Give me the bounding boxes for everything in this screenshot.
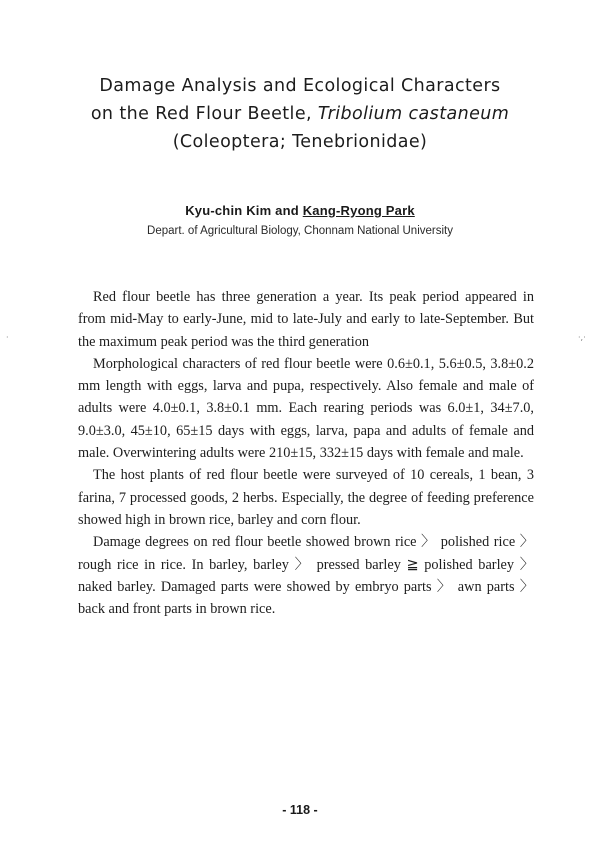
author-second: Kang-Ryong Park	[302, 203, 415, 218]
title-line-2	[0, 100, 600, 128]
title-line-3: (Coleoptera; Tenebrionidae)	[172, 132, 428, 152]
abstract-paragraph-3: The host plants of red flour beetle were surveyed of 10 cereals, 1 bean, 3 farina, 7 processed goods, 2 herbs. Especially, the degree of feeding preference showed high in brown rice, barley and corn flour.	[78, 467, 534, 528]
scan-mark-left: ·	[6, 333, 9, 342]
title-line-1: Damage Analysis and Ecological Characters	[99, 76, 501, 96]
page-number: - 118 -	[282, 803, 318, 817]
scan-mark-right: ·,·	[578, 333, 586, 342]
species-name: Tribolium castaneum	[317, 104, 510, 124]
abstract-body	[78, 286, 534, 620]
abstract-paragraph-2: Morphological characters of red flour beetle were 0.6±0.1, 5.6±0.5, 3.8±0.2 mm length with eggs, larva and pupa, respectively. Also female and male of adults were 4.0±0.1, 3.8±0.1 mm. Each rearing periods was 6.0±1, 34±7.0, 9.0±3.0, 45±10, 65±15 days with eggs, larva, papa and adults of female and male. Overwintering adults were 210±15, 332±15 days with female and male.	[78, 355, 534, 462]
abstract-paragraph-1: Red flour beetle has three generation a year. Its peak period appeared in from mid-May to early-June, mid to late-July and early to late-September. But the maximum peak period was the third generation	[78, 289, 534, 350]
author-line	[0, 203, 600, 218]
paper-title	[0, 72, 600, 156]
author-conjunction: and	[271, 203, 303, 218]
author-first: Kyu-chin Kim	[185, 203, 272, 218]
title-line-2-prefix: on the Red Flour Beetle,	[90, 104, 318, 124]
abstract-paragraph-4: Damage degrees on red flour beetle showed brown rice 〉 polished rice 〉 rough rice in rice. In barley, barley 〉 pressed barley ≧ polished barley 〉 naked barley. Damaged parts were showed by embryo parts 〉 awn parts 〉 back and front parts in brown rice.	[78, 534, 534, 618]
affiliation: Depart. of Agricultural Biology, Chonnam National University	[147, 225, 453, 237]
